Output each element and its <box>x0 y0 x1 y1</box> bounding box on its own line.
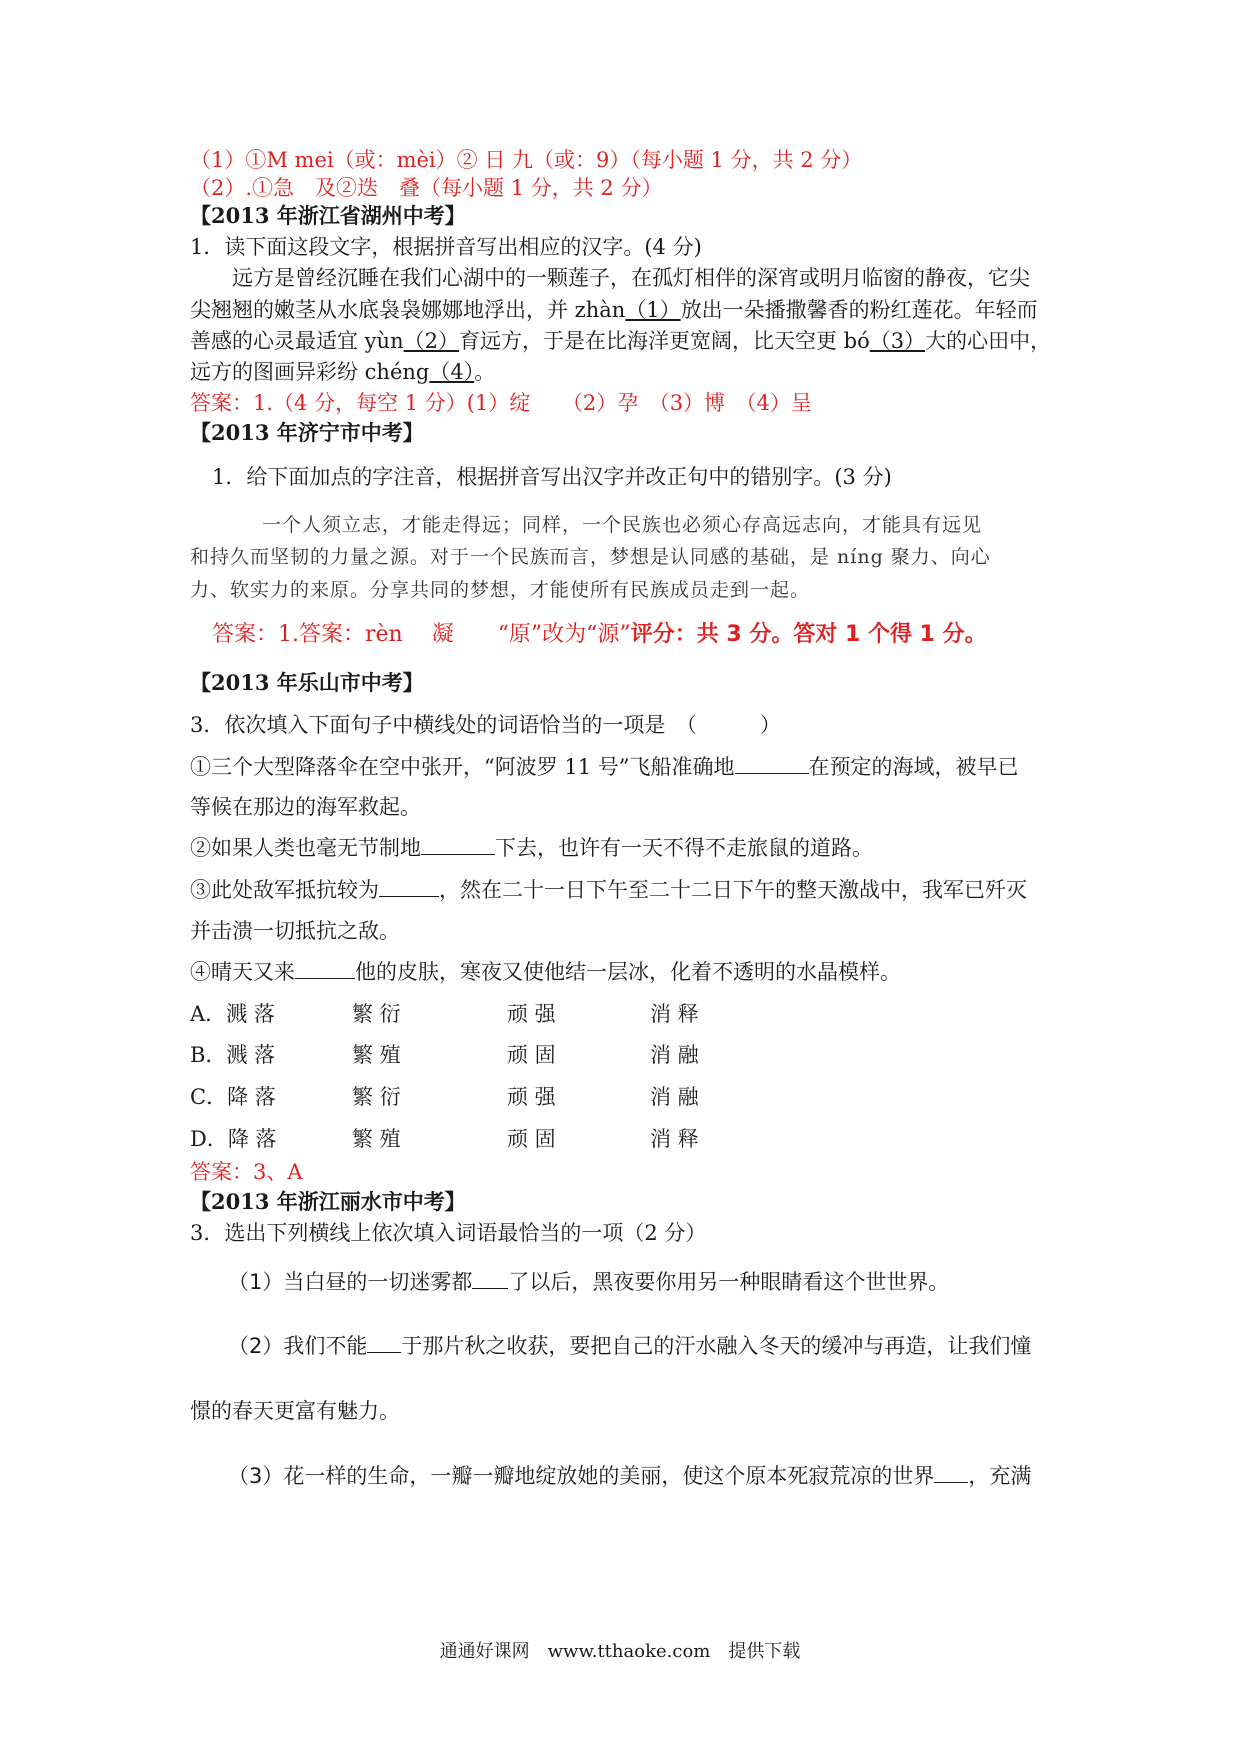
passage-line <box>190 358 495 386</box>
question-text: 3．选出下列横线上依次填入词语最恰当的一项（2 分） <box>190 1221 707 1245</box>
page-footer: 通通好课网 www.tthaoke.com 提供下载 <box>439 1641 801 1662</box>
answer-line: 答案：3、A <box>190 1160 303 1184</box>
passage-line <box>190 327 1051 355</box>
sentence-line <box>228 1332 1031 1360</box>
answer-text: 答案：1.答案：rèn 凝 “原”改为“源” <box>212 622 631 647</box>
option-c-choice-2: 繁 衍 <box>352 1085 401 1109</box>
fill-blank <box>421 834 495 855</box>
sentence-line <box>228 1462 1031 1490</box>
sentence-line: 等候在那边的海军救起。 <box>190 795 421 819</box>
question-text: 1．给下面加点的字注音，根据拼音写出汉字并改正句中的错别字。(3 分) <box>212 465 892 489</box>
fill-blank <box>367 1332 401 1353</box>
passage-text: 育远方，于是在比海洋更宽阔，比天空更 bó <box>458 329 870 353</box>
option-c-choice-1: C．降 落 <box>190 1085 276 1109</box>
sentence-text: 他的皮肤，寒夜又使他结一层冰，化着不透明的水晶模样。 <box>355 960 901 984</box>
answer-line: （1）①M mei（或：mèi）② 日 九（或：9）（每小题 1 分，共 2 分） <box>190 148 863 172</box>
sentence-text: ④晴天又来 <box>190 960 295 984</box>
section-heading: 【2013 年浙江丽水市中考】 <box>190 1189 466 1214</box>
question-text: 3．依次填入下面句子中横线处的词语恰当的一项是 （ ） <box>190 713 781 737</box>
option-a-choice-1: A．溅 落 <box>190 1002 275 1026</box>
sentence-text: ①三个大型降落伞在空中张开，“阿波罗 11 号”飞船准确地 <box>190 755 735 779</box>
sentence-text: 了以后，黑夜要你用另一种眼睛看这个世世界。 <box>508 1270 950 1294</box>
sentence-text: ，充满 <box>968 1464 1032 1488</box>
sentence-line <box>190 958 901 986</box>
option-d-choice-3: 顽 固 <box>507 1127 556 1151</box>
sentence-line <box>190 834 873 862</box>
passage-line: 远方是曾经沉睡在我们心湖中的一颗莲子，在孤灯相伴的深宵或明月临窗的静夜，它尖 <box>232 266 1030 290</box>
passage-text: 尖翘翘的嫩茎从水底袅袅娜娜地浮出，并 zhàn <box>190 298 626 322</box>
option-a-choice-3: 顽 强 <box>507 1002 556 1026</box>
option-c-choice-3: 顽 强 <box>507 1085 556 1109</box>
answer-line: 答案：1.（4 分，每空 1 分）(1）绽 （2）孕 （3）博 （4）呈 <box>190 391 812 415</box>
option-b-choice-4: 消 融 <box>650 1043 699 1067</box>
passage-line <box>190 296 1038 324</box>
sentence-text: ③此处敌军抵抗较为 <box>190 878 379 902</box>
passage-text: 善感的心灵最适宜 yùn <box>190 329 404 353</box>
passage-line: 一个人须立志，才能走得远；同样，一个民族也必须心存高远志向，才能具有远见 <box>262 514 983 536</box>
option-d-choice-1: D．降 落 <box>190 1127 277 1151</box>
passage-line: 力、软实力的来原。分享共同的梦想，才能使所有民族成员走到一起。 <box>190 579 811 601</box>
option-a-choice-2: 繁 衍 <box>352 1002 401 1026</box>
fill-blank <box>735 753 809 774</box>
passage-text: 远方的图画异彩纷 chéng <box>190 360 430 384</box>
passage-line: 和持久而坚韧的力量之源。对于一个民族而言，梦想是认同感的基础，是 níng 聚力、向心 <box>190 546 991 568</box>
sentence-text: 在预定的海域，被早已 <box>808 755 1019 779</box>
sentence-text: （3）花一样的生命，一瓣一瓣地绽放她的美丽，使这个原本死寂荒凉的世界 <box>228 1464 935 1488</box>
answer-line <box>212 621 987 649</box>
fill-blank: （4） <box>429 360 475 384</box>
fill-blank <box>472 1268 508 1289</box>
sentence-line: 憬的春天更富有魅力。 <box>190 1399 400 1423</box>
passage-text: 。 <box>474 360 496 384</box>
sentence-line: 并击溃一切抵抗之敌。 <box>190 919 400 943</box>
sentence-text: （1）当白昼的一切迷雾都 <box>228 1270 473 1294</box>
section-heading: 【2013 年济宁市中考】 <box>190 420 424 445</box>
sentence-text: ②如果人类也毫无节制地 <box>190 836 421 860</box>
fill-blank: （1） <box>625 298 681 322</box>
fill-blank <box>379 876 439 897</box>
sentence-line <box>190 753 1019 781</box>
sentence-text: 下去，也许有一天不得不走旅鼠的道路。 <box>495 836 873 860</box>
option-a-choice-4: 消 释 <box>650 1002 699 1026</box>
option-d-choice-4: 消 释 <box>650 1127 699 1151</box>
question-text: 1．读下面这段文字，根据拼音写出相应的汉字。(4 分) <box>190 235 702 259</box>
fill-blank <box>295 958 355 979</box>
section-heading: 【2013 年乐山市中考】 <box>190 670 424 695</box>
option-b-choice-1: B．溅 落 <box>190 1043 276 1067</box>
sentence-text: 于那片秋之收获，要把自己的汗水融入冬天的缓冲与再造，让我们憧 <box>401 1334 1032 1358</box>
sentence-text: （2）我们不能 <box>228 1334 368 1358</box>
fill-blank: （2） <box>403 329 459 353</box>
sentence-text: ，然在二十一日下午至二十二日下午的整天激战中，我军已歼灭 <box>439 878 1027 902</box>
scoring-text: 评分：共 3 分。答对 1 个得 1 分。 <box>630 622 987 647</box>
option-b-choice-3: 顽 固 <box>507 1043 556 1067</box>
sentence-line <box>190 876 1027 904</box>
option-b-choice-2: 繁 殖 <box>352 1043 401 1067</box>
answer-line: （2）.①急 及②迭 叠（每小题 1 分，共 2 分） <box>190 176 663 200</box>
fill-blank <box>934 1462 968 1483</box>
passage-text: 放出一朵播撒馨香的粉红莲花。年轻而 <box>680 298 1038 322</box>
passage-text: 大的心田中， <box>925 329 1052 353</box>
sentence-line <box>228 1268 949 1296</box>
section-heading: 【2013 年浙江省湖州中考】 <box>190 203 466 228</box>
fill-blank: （3） <box>869 329 926 353</box>
option-d-choice-2: 繁 殖 <box>352 1127 401 1151</box>
option-c-choice-4: 消 融 <box>650 1085 699 1109</box>
